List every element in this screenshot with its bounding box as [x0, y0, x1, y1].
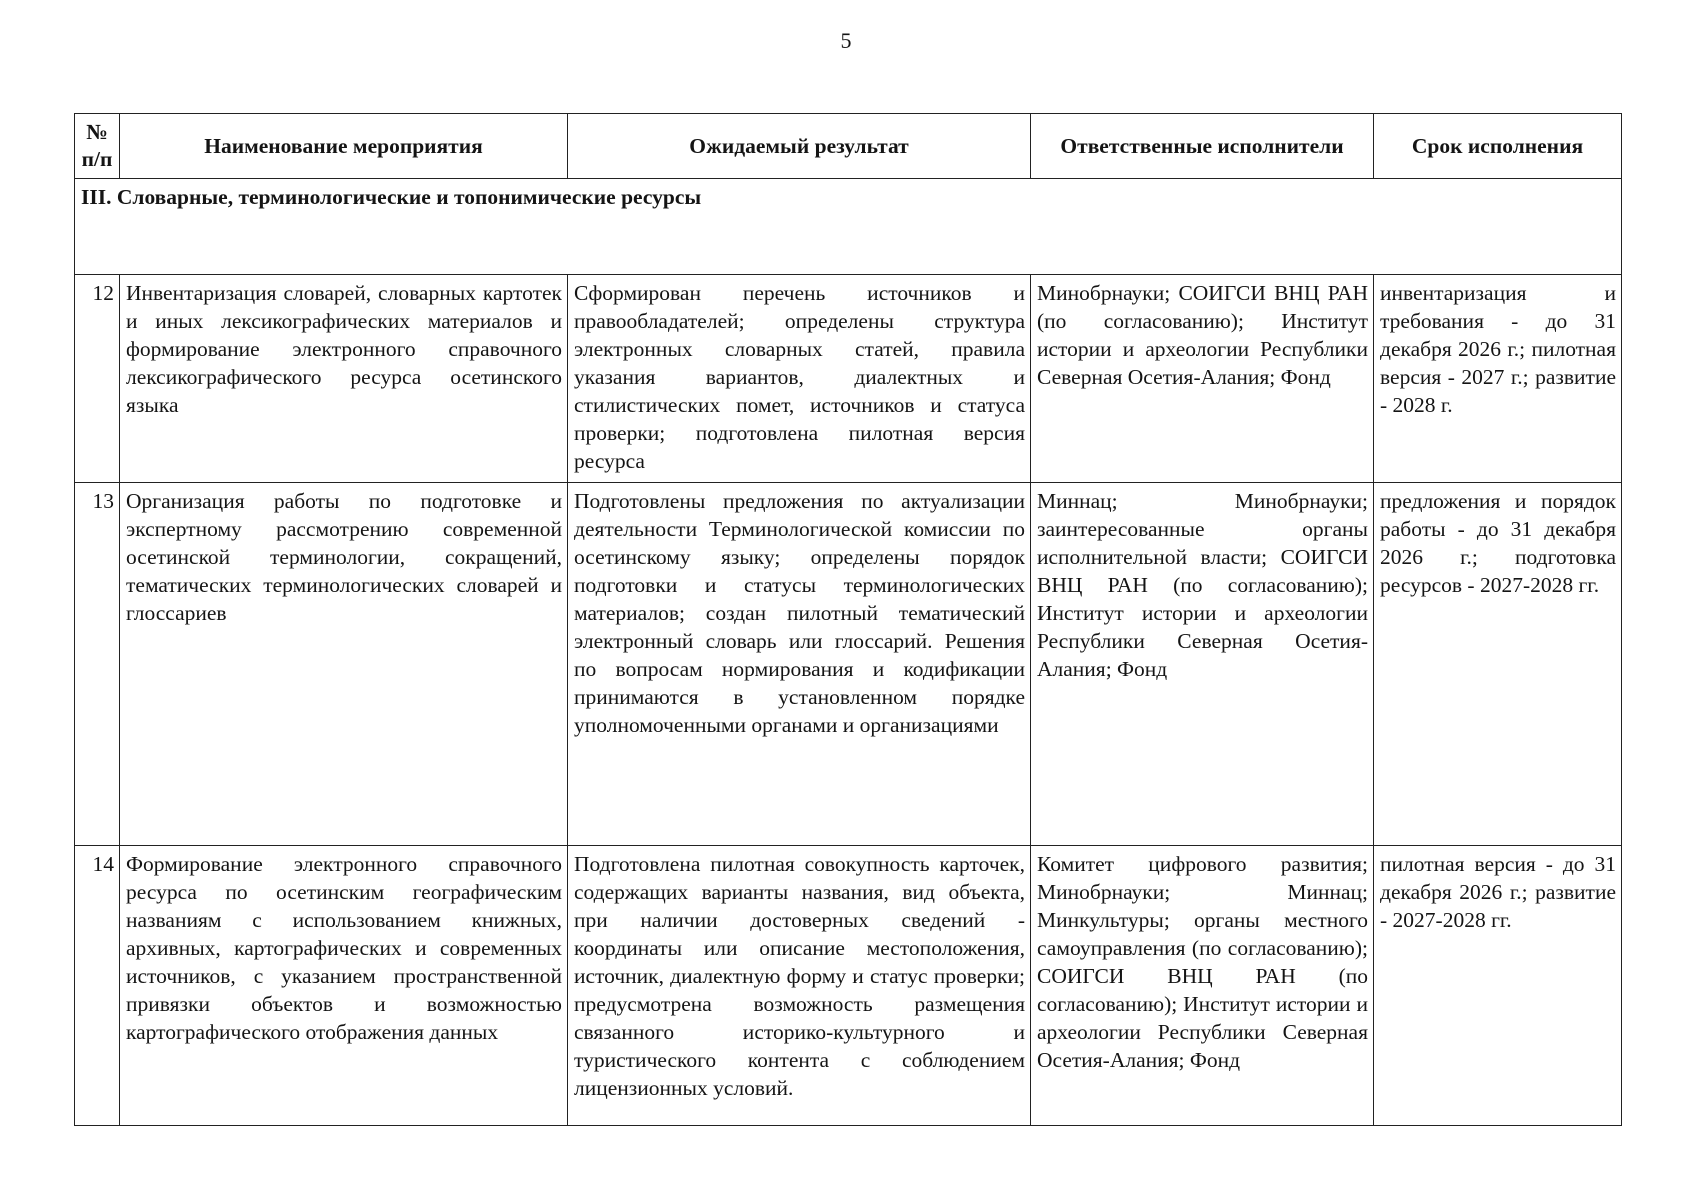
row-number: 14: [75, 846, 120, 1126]
header-name: Наименование мероприятия: [120, 114, 568, 179]
responsible-executors: Минобрнауки; СОИГСИ ВНЦ РАН (по согласованию); Институт истории и археологии Республики Северная Осетия-Алания; Фонд: [1031, 275, 1374, 483]
responsible-executors: Комитет цифрового развития; Минобрнауки; Миннац; Минкультуры; органы местного самоуправления (по согласованию); СОИГСИ ВНЦ РАН (по согласованию); Институт истории и археологии Республики Северная Осетия-Алания; Фонд: [1031, 846, 1374, 1126]
measure-name: Формирование электронного справочного ресурса по осетинским географическим названиям с использованием книжных, архивных, картографических и современных источников, с указанием пространственной привязки объектов и возможностью картографического отображения данных: [120, 846, 568, 1126]
header-num: № п/п: [75, 114, 120, 179]
header-executors: Ответственные исполнители: [1031, 114, 1374, 179]
row-number: 12: [75, 275, 120, 483]
page-number: 5: [840, 28, 852, 53]
header-deadline: Срок исполнения: [1374, 114, 1622, 179]
deadline: предложения и порядок работы - до 31 декабря 2026 г.; подготовка ресурсов - 2027-2028 гг.: [1374, 483, 1622, 846]
table-row: [75, 483, 1622, 846]
measure-name: Инвентаризация словарей, словарных картотек и иных лексикографических материалов и формирование электронного справочного лексикографического ресурса осетинского языка: [120, 275, 568, 483]
row-number: 13: [75, 483, 120, 846]
section-title: III. Словарные, терминологические и топонимические ресурсы: [75, 179, 1622, 275]
table-row: [75, 275, 1622, 483]
responsible-executors: Миннац; Минобрнауки; заинтересованные органы исполнительной власти; СОИГСИ ВНЦ РАН (по согласованию); Институт истории и археологии Республики Северная Осетия-Алания; Фонд: [1031, 483, 1374, 846]
expected-result: Сформирован перечень источников и правообладателей; определены структура электронных словарных статей, правила указания вариантов, диалектных и стилистических помет, источников и статуса проверки; подготовлена пилотная версия ресурса: [568, 275, 1031, 483]
expected-result: Подготовлена пилотная совокупность карточек, содержащих варианты названия, вид объекта, при наличии достоверных сведений - координаты или описание местоположения, источник, диалектную форму и статус проверки; предусмотрена возможность размещения связанного историко-культурного и туристического контента с соблюдением лицензионных условий.: [568, 846, 1031, 1126]
expected-result: Подготовлены предложения по актуализации деятельности Терминологической комиссии по осетинскому языку; определены порядок подготовки и статусы терминологических материалов; создан пилотный тематический электронный словарь или глоссарий. Решения по вопросам нормирования и кодификации принимаются в установленном порядке уполномоченными органами и организациями: [568, 483, 1031, 846]
deadline: пилотная версия - до 31 декабря 2026 г.; развитие - 2027-2028 гг.: [1374, 846, 1622, 1126]
deadline: инвентаризация и требования - до 31 декабря 2026 г.; пилотная версия - 2027 г.; развитие - 2028 г.: [1374, 275, 1622, 483]
section-row: [75, 179, 1622, 275]
header-result: Ожидаемый результат: [568, 114, 1031, 179]
measure-name: Организация работы по подготовке и экспертному рассмотрению современной осетинской терминологии, сокращений, тематических терминологических словарей и глоссариев: [120, 483, 568, 846]
header-row: [75, 114, 1622, 179]
measures-table: [74, 113, 1622, 1126]
table-row: [75, 846, 1622, 1126]
